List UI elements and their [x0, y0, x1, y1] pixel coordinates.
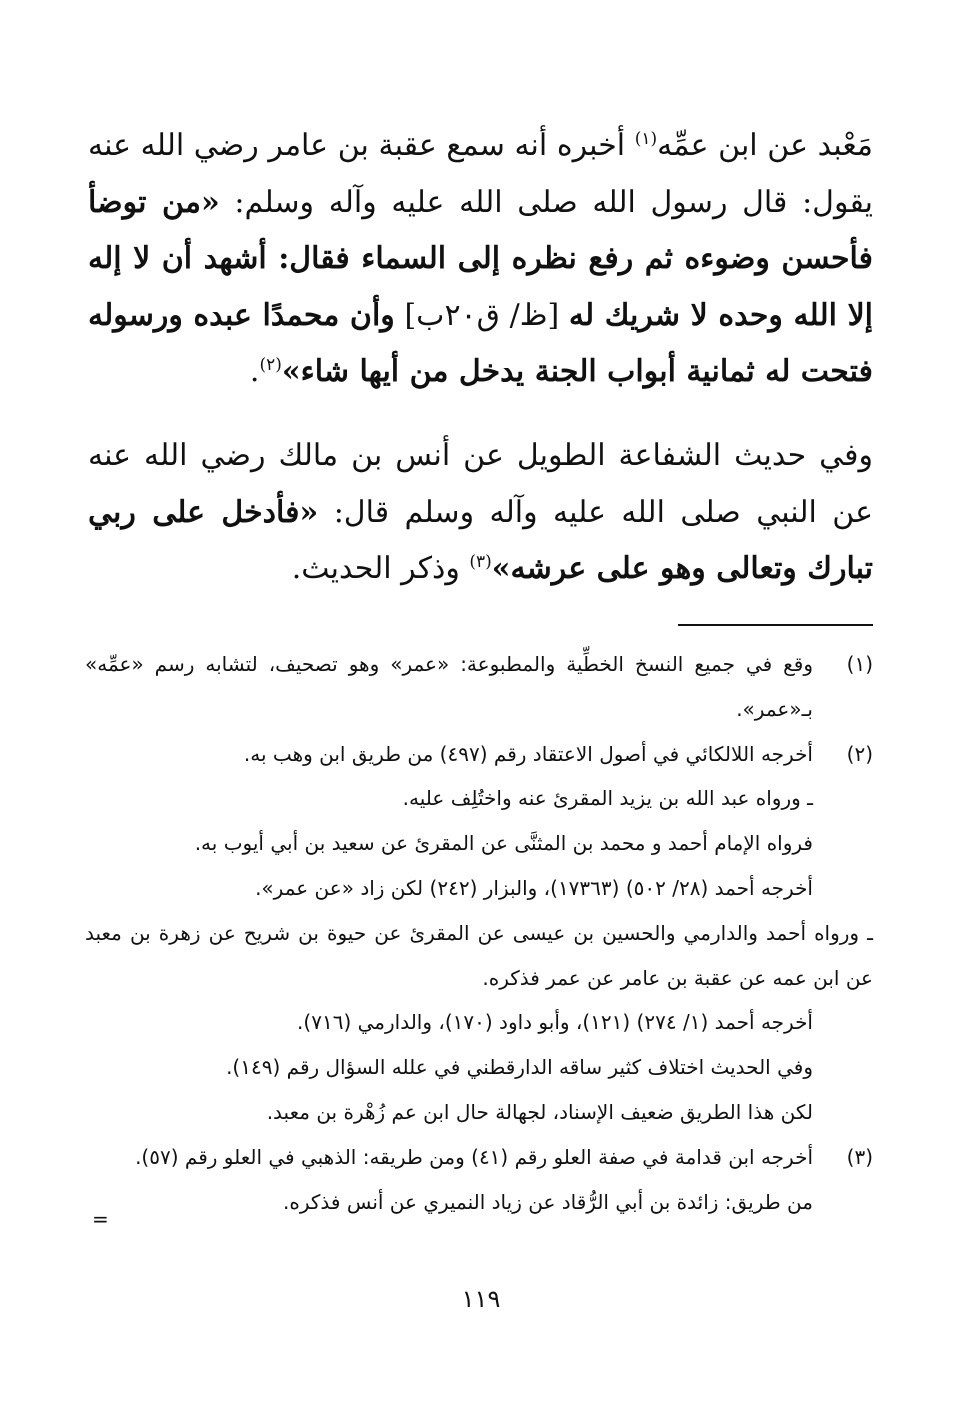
footnote-line: أخرجه اللالكائي في أصول الاعتقاد رقم (٤٩٧) من طريق ابن وهب به. — [243, 741, 813, 766]
footnote-ref-3: (٣) — [469, 552, 492, 572]
hadith-quote-bold: «من توضأ فأحسن وضوءه ثم رفع نظره إلى السماء فقال: أشهد أن لا إله إلا الله وحده لا شريك له — [88, 184, 874, 333]
footnote-line: لكن هذا الطريق ضعيف الإسناد، لجهالة حال ابن عم زُهْرة بن معبد. — [266, 1099, 813, 1124]
continuation-mark: = — [92, 1207, 109, 1231]
main-paragraph-2 — [88, 428, 873, 598]
main-paragraph-1 — [88, 118, 873, 401]
footnote-number: (٢) — [846, 741, 873, 766]
page-number: ١١٩ — [461, 1285, 501, 1313]
footnote-line: أخرجه ابن قدامة في صفة العلو رقم (٤١) ومن طريقه: الذهبي في العلو رقم (٥٧). — [135, 1144, 813, 1169]
footnote-line: وقع في جميع النسخ الخطِّية والمطبوعة: «عمر» وهو تصحيف، لتشابه رسم «عمِّه» بـ«عمر». — [85, 652, 813, 721]
text-run: وذكر الحديث. — [291, 551, 470, 586]
footnote-line: أخرجه أحمد (٢٨/ ٥٠٢) (١٧٣٦٣)، والبزار (٢٤٢) لكن زاد «عن عمر». — [255, 875, 813, 900]
footnote-line: ـ ورواه عبد الله بن يزيد المقرئ عنه واختُلِف عليه. — [402, 786, 813, 811]
footnote-ref-2: (٢) — [259, 355, 282, 375]
footnote-number: (٣) — [846, 1144, 873, 1169]
hadith-quote-bold: وأن محمدًا عبده ورسوله فتحت له ثمانية أبواب الجنة يدخل من أيها شاء» — [88, 297, 873, 389]
footnote-line: ـ ورواه أحمد والدارمي والحسين بن عيسى عن المقرئ عن حيوة بن شريح عن زهرة بن معبد عن ابن عمه عن عقبة بن عامر عن عمر فذكره. — [85, 920, 873, 990]
footnote-separator — [678, 624, 873, 626]
footnotes — [85, 642, 873, 1224]
manuscript-marker: [ظ/ ق٢٠ب] — [394, 297, 569, 333]
text-run: وفي حديث الشفاعة الطويل عن أنس بن مالك رضي الله عنه عن النبي صلى الله عليه وآله وسلم قال: — [88, 438, 873, 530]
text-run: . — [249, 354, 260, 389]
text-run: مَعْبد عن ابن عمِّه — [657, 128, 873, 163]
footnote-3 — [85, 1135, 873, 1225]
footnote-number: (١) — [846, 652, 873, 676]
footnote-ref-1: (١) — [634, 129, 658, 149]
footnote-line: وفي الحديث اختلاف كثير ساقه الدارقطني في علله السؤال رقم (١٤٩). — [226, 1055, 813, 1080]
hadith-quote-bold: «فأدخل على ربي تبارك وتعالى وهو على عرشه» — [88, 494, 873, 586]
footnote-line: أخرجه أحمد (١/ ٢٧٤) (١٢١)، وأبو داود (١٧٠)، والدارمي (٧١٦). — [297, 1010, 813, 1035]
footnote-line: فرواه الإمام أحمد و محمد بن المثنَّى عن المقرئ عن سعيد بن أبي أيوب به. — [194, 831, 813, 856]
footnote-1 — [85, 642, 873, 732]
footnote-line: من طريق: زائدة بن أبي الرُّقاد عن زياد النميري عن أنس فذكره. — [283, 1189, 813, 1214]
footnote-2 — [85, 732, 873, 1135]
text-run: أخبره أنه سمع عقبة بن عامر رضي الله عنه يقول: قال رسول الله صلى الله عليه وآله وسلم: — [88, 128, 873, 220]
